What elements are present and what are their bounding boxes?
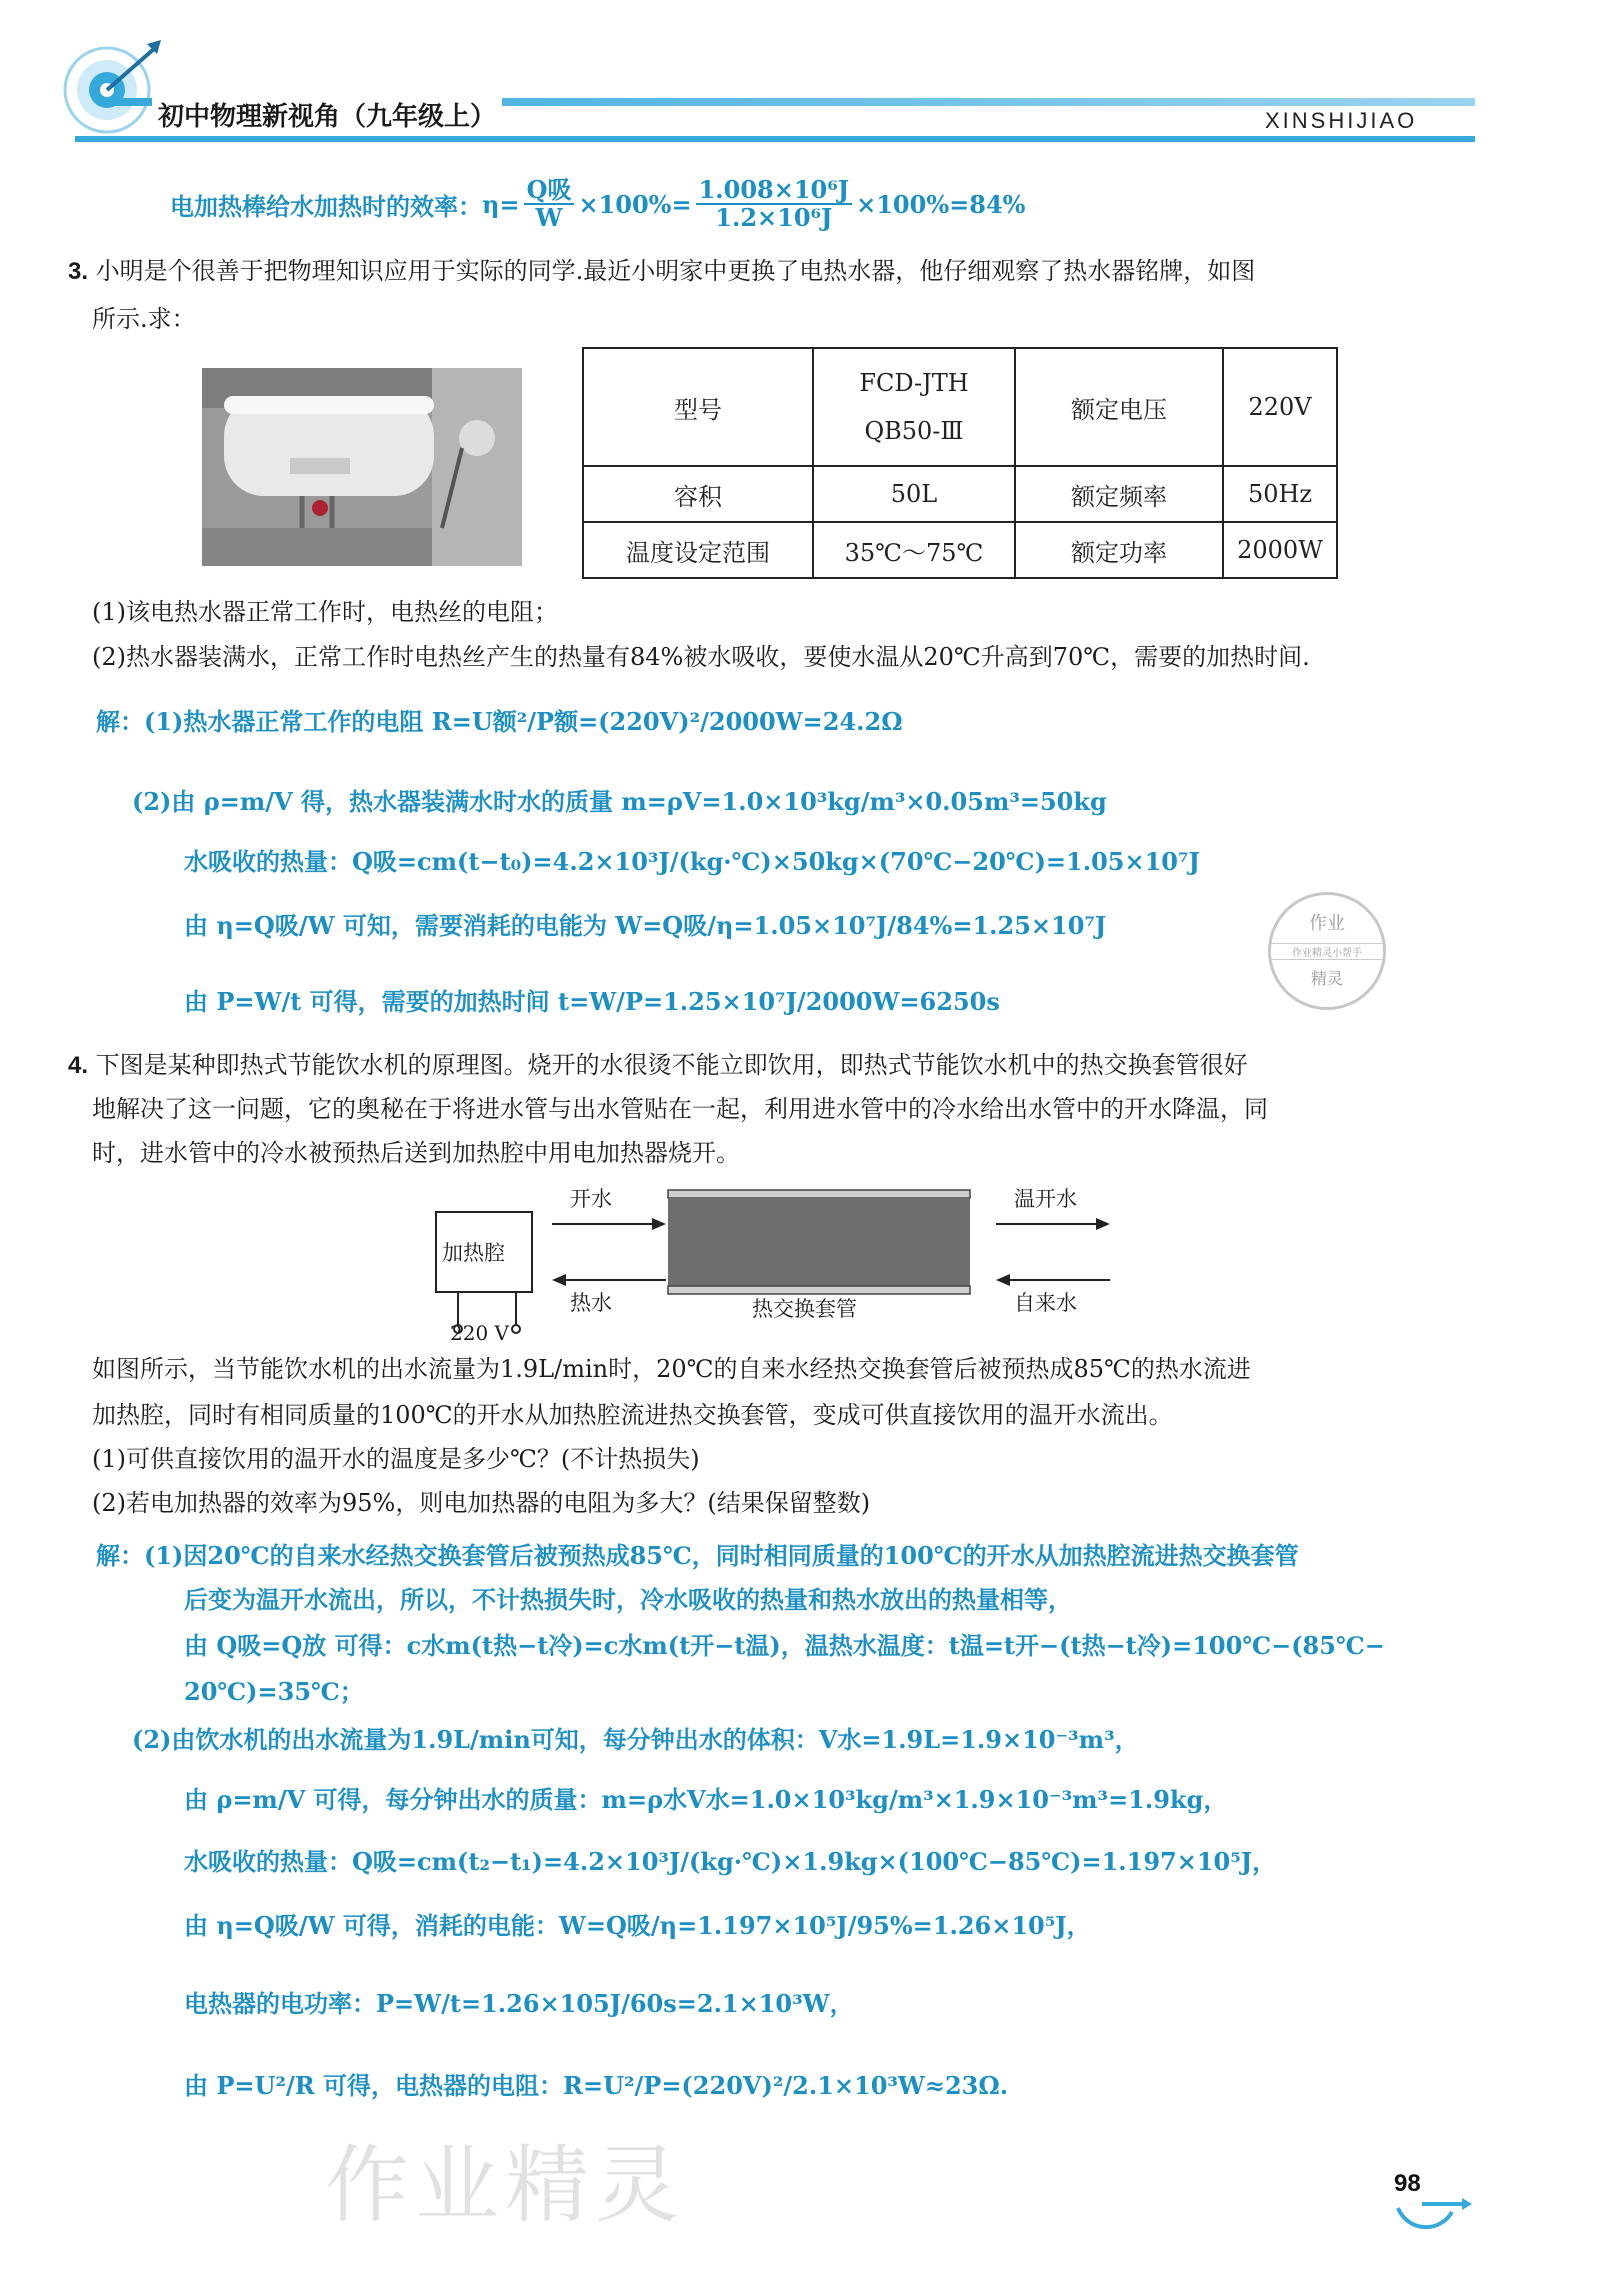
q3-answer-4: 由 η=Q吸/W 可知，需要消耗的电能为 W=Q吸/η=1.05×10⁷J/84%=1.25×10⁷J <box>184 911 1107 940</box>
q3-sub1: (1)该电热水器正常工作时，电热丝的电阻； <box>92 598 558 626</box>
q4-answer-8: 由 η=Q吸/W 可得，消耗的电能：W=Q吸/η=1.197×10⁵J/95%=1.26×10⁵J， <box>184 1911 1091 1940</box>
q4-answer-1: 解：(1)因20℃的自来水经热交换套管后被预热成85℃，同时相同质量的100℃的开水从加热腔流进热交换套管 <box>96 1541 1299 1570</box>
table-cell: 220V <box>1223 348 1337 466</box>
q4-sub2: (2)若电加热器的效率为95%，则电加热器的电阻为多大？(结果保留整数) <box>92 1489 871 1517</box>
q3-answer-1: 解：(1)热水器正常工作的电阻 R=U额²/P额=(220V)²/2000W=24.2Ω <box>96 707 903 736</box>
q3-answer-2: (2)由 ρ=m/V 得，热水器装满水时水的质量 m=ρV=1.0×10³kg/m³×0.05m³=50kg <box>132 787 1107 816</box>
label-warm-water: 温开水 <box>1014 1187 1077 1211</box>
table-cell: FCD-JTH QB50-Ⅲ <box>813 348 1015 466</box>
q4-answer-5: (2)由饮水机的出水流量为1.9L/min可知，每分钟出水的体积：V水=1.9L=1.9×10⁻³m³， <box>132 1725 1139 1754</box>
table-cell: 额定电压 <box>1015 348 1223 466</box>
water-heater-illustration <box>202 368 522 566</box>
q4-para1: 如图所示，当节能饮水机的出水流量为1.9L/min时，20℃的自来水经热交换套管后被预热成85℃的热水流进 <box>92 1355 1251 1383</box>
q4-line1 <box>68 1048 1248 1083</box>
q4-answer-6: 由 ρ=m/V 可得，每分钟出水的质量：m=ρ水V水=1.0×10³kg/m³×1.9×10⁻³m³=1.9kg， <box>184 1785 1228 1814</box>
fraction <box>696 177 853 231</box>
table-cell: 型号 <box>583 348 813 466</box>
label-hot-water: 热水 <box>570 1291 612 1315</box>
q3-line1 <box>68 254 1255 289</box>
target-logo-icon <box>55 38 165 138</box>
table-cell: 额定功率 <box>1015 522 1223 578</box>
table-row <box>583 466 1337 522</box>
q3-sub2: (2)热水器装满水，正常工作时电热丝产生的热量有84%被水吸收，要使水温从20℃升高到70℃，需要的加热时间. <box>92 643 1310 671</box>
label-tube: 热交换套管 <box>752 1297 857 1321</box>
question-text: 小明是个很善于把物理知识应用于实际的同学.最近小明家中更换了电热水器，他仔细观察了热水器铭牌，如图 <box>95 257 1256 285</box>
label-heater: 加热腔 <box>442 1241 505 1265</box>
q4-line2: 地解决了这一问题，它的奥秘在于将进水管与出水管贴在一起，利用进水管中的冷水给出水管中的开水降温，同 <box>92 1095 1268 1123</box>
q3-answer-3: 水吸收的热量：Q吸=cm(t−t₀)=4.2×10³J/(kg·℃)×50kg×(70℃−20℃)=1.05×10⁷J <box>184 847 1200 876</box>
book-title: 初中物理新视角（九年级上） <box>152 96 502 133</box>
brand-text: XINSHIJIAO <box>1265 108 1418 133</box>
fraction-numerator: 1.008×10⁶J <box>696 177 853 205</box>
table-cell: 35℃～75℃ <box>813 522 1015 578</box>
q4-line3: 时，进水管中的冷水被预热后送到加热腔中用电加热器烧开。 <box>92 1139 740 1167</box>
header-rule <box>75 136 1475 142</box>
label-voltage: 220 V <box>450 1321 509 1345</box>
q4-answer-10: 由 P=U²/R 可得，电热器的电阻：R=U²/P=(220V)²/2.1×10³W≈23Ω. <box>184 2071 1009 2100</box>
question-number: 4. <box>68 1052 89 1079</box>
page-number: 98 <box>1394 2170 1421 2197</box>
q4-para2: 加热腔，同时有相同质量的100℃的开水从加热腔流进热交换套管，变成可供直接饮用的温开水流出。 <box>92 1401 1173 1429</box>
homework-stamp <box>1268 892 1386 1010</box>
water-heater-photo <box>202 368 522 566</box>
q4-answer-3: 由 Q吸=Q放 可得：c水m(t热−t冷)=c水m(t开−t温)，温热水温度：t温=t开−(t热−t冷)=100℃−(85℃− <box>184 1631 1385 1660</box>
page-header <box>0 0 1601 160</box>
q3-line2: 所示.求： <box>92 305 196 333</box>
top-answer-result: ×100%=84% <box>856 189 1026 219</box>
q4-answer-4: 20℃)=35℃； <box>184 1677 364 1706</box>
q4-answer-2: 后变为温开水流出，所以，不计热损失时，冷水吸收的热量和热水放出的热量相等， <box>184 1585 1072 1614</box>
top-answer-eta: η= <box>482 189 520 219</box>
top-answer-label: 电加热棒给水加热时的效率： <box>170 191 482 221</box>
q3-answer-5: 由 P=W/t 可得，需要的加热时间 t=W/P=1.25×10⁷J/2000W=6250s <box>184 987 1000 1016</box>
label-tap-water: 自来水 <box>1014 1291 1077 1315</box>
fraction-denominator: W <box>535 203 563 232</box>
table-cell: 额定频率 <box>1015 466 1223 522</box>
top-answer-times: ×100%= <box>578 189 692 219</box>
question-text: 下图是某种即热式节能饮水机的原理图。烧开的水很烫不能立即饮用，即热式节能饮水机中的热交换套管很好 <box>95 1051 1248 1079</box>
watermark: 作业精灵 <box>325 2136 686 2234</box>
stamp-middle-text: 作业精灵小帮手 <box>1271 943 1383 960</box>
q4-sub1: (1)可供直接饮用的温开水的温度是多少℃？(不计热损失) <box>92 1445 700 1473</box>
fraction-denominator: 1.2×10⁶J <box>715 203 833 232</box>
table-cell: 50L <box>813 466 1015 522</box>
q4-answer-7: 水吸收的热量：Q吸=cm(t₂−t₁)=4.2×10³J/(kg·℃)×1.9kg×(100℃−85℃)=1.197×10⁵J， <box>184 1847 1277 1876</box>
label-boiled-water: 开水 <box>570 1187 612 1211</box>
table-cell: 50Hz <box>1223 466 1337 522</box>
fraction <box>524 177 575 231</box>
question-number: 3. <box>68 258 89 285</box>
fraction-numerator: Q吸 <box>524 177 575 205</box>
stamp-top-text: 作业 <box>1309 913 1345 934</box>
table-cell: 温度设定范围 <box>583 522 813 578</box>
page-arrow-icon <box>1392 2168 1472 2238</box>
table-cell: 容积 <box>583 466 813 522</box>
table-row <box>583 522 1337 578</box>
q4-answer-9: 电热器的电功率：P=W/t=1.26×105J/60s=2.1×10³W， <box>184 1989 854 2018</box>
table-cell: 2000W <box>1223 522 1337 578</box>
top-answer-line <box>170 177 1025 231</box>
table-row <box>583 348 1337 466</box>
nameplate-table <box>582 347 1338 579</box>
water-dispenser-diagram <box>430 1180 1130 1345</box>
stamp-bottom-text: 精灵 <box>1310 969 1343 988</box>
